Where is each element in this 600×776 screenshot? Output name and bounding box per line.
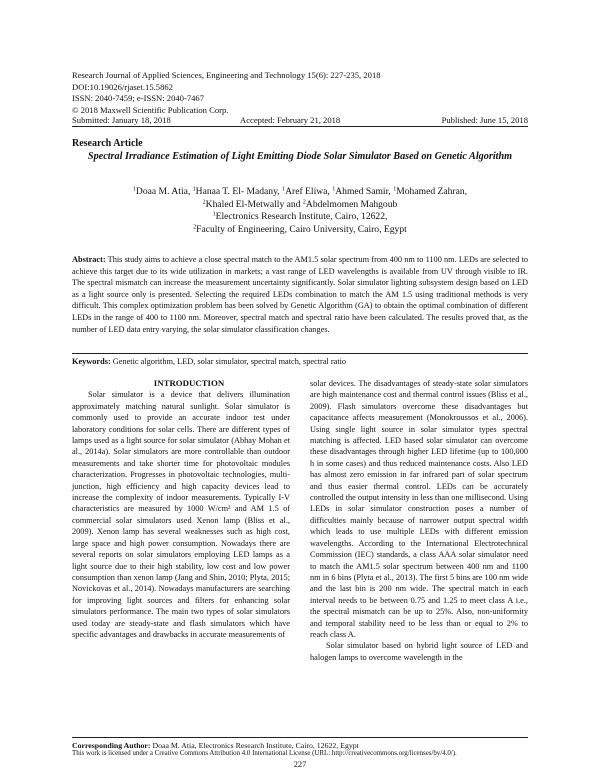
keywords: [72, 353, 528, 367]
journal-issn: ISSN: 2040-7459; e-ISSN: 2040-7467: [72, 93, 205, 104]
corresponding-label: Corresponding Author:: [72, 741, 151, 750]
published-date: Published: June 15, 2018: [441, 115, 528, 125]
author-line-2: [72, 199, 528, 212]
author-affil-sup: 1: [393, 186, 397, 193]
author-name: Hanaa T. El- Madany,: [195, 186, 283, 197]
body-paragraph: Solar simulator based on hybrid light source of LED and halogen lamps to overcome wavelength in the: [310, 641, 528, 662]
page-number: 227: [293, 760, 307, 769]
journal-copyright: © 2018 Maxwell Scientific Publication Corp.: [72, 104, 229, 115]
license-notice: This work is licensed under a Creative Commons Attribution 4.0 International License (URL: http://creativecommons.org/licenses/by/4.0/).: [72, 750, 457, 757]
journal-citation: Research Journal of Applied Sciences, Engineering and Technology 15(6): 227-235, 2018: [72, 70, 381, 80]
author-affil-sup: 1: [192, 186, 196, 193]
article-type: Research Article: [72, 138, 143, 149]
author-name: Doaa M. Atia,: [135, 186, 193, 197]
affiliation-text: Faculty of Engineering, Cairo University, Cairo, Egypt: [196, 223, 407, 235]
affiliation-sup: 2: [193, 224, 197, 231]
affiliation-sup: 1: [212, 211, 216, 218]
author-name: Abdelmomen Mahgoub: [305, 198, 398, 210]
right-column: [310, 378, 528, 663]
author-name: Ahmed Samir,: [335, 186, 394, 197]
author-affil-sup: 2: [202, 199, 206, 206]
abstract-text: This study aims to achieve a close spectral match to the AM1.5 solar spectrum from 400 nm to 1100 nm. LEDs are selected to achieve this target due to its wide utilization in markets; a vast range of LED wavelengths is available from UV through visible to IR. The spectral mismatch can increase the measurement uncertainty significantly. Solar simulator lighting subsystem design based on LED as a light source only is presented. Selecting the required LEDs combination to match the AM 1.5 using traditional methods is very difficult. This complex optimization problem has been solved by Genetic Algorithm (GA) to obtain the optimal combination of different LEDs in the range of 400 to 1100 nm. Moreover, spectral match and spectral ratio have been calculated. The results proved that, as the number of LED data entry varying, the solar simulator classification changes.: [72, 255, 528, 334]
section-heading-introduction: INTRODUCTION: [153, 378, 225, 388]
affiliation-text: Electronics Research Institute, Cairo, 12622,: [215, 211, 388, 223]
author-affil-sup: 2: [302, 199, 306, 206]
author-line-1: [72, 186, 528, 199]
publication-dates: [72, 115, 528, 127]
body-paragraph: solar devices. The disadvantages of steady-state solar simulators are high maintenance cost and thermal control issues (Bliss et al., 2009). Flash simulators overcome these disadvantages but capacitance affects measurement (Monokroussos et al., 2006). Using single light source in solar simulator types spectral matching is affected. LED based solar simulator can overcome these disadvantages through higher LED lifetime (up to 100,000 h in some cases) and thus reduced maintenance costs. Also LED has almost zero emission in far infrared part of solar spectrum and thus easier thermal control. LEDs can be accurately controlled the output intensity in less than one millisecond. Using LEDs in solar simulator construction poses a number of difficulties mainly because of narrower output spectral width which leads to use multiple LEDs with different emission wavelengths. According to the International Electrotechnical Commission (IEC) standards, a class AAA solar simulator need to match the AM1.5 solar spectrum between 400 nm and 1100 nm in 6 bins (Plyta et al., 2013). The first 5 bins are 100 nm wide and the last bin is 200 nm wide. The spectral match in each interval needs to be between 0.75 and 1.25 to meet class A i.e., the spectral mismatch can be up to 25%. Also, non-uniformity and temporal stability need to be less than or equal to 2% to reach class A.: [310, 379, 528, 639]
footer-divider: [72, 737, 528, 738]
keywords-label: Keywords:: [72, 357, 111, 366]
author-affil-sup: 1: [332, 186, 336, 193]
paper-title: Spectral Irradiance Estimation of Light Emitting Diode Solar Simulator Based on Genetic Algorithm: [87, 151, 513, 162]
journal-header: [72, 70, 532, 116]
author-affil-sup: 1: [132, 186, 136, 193]
abstract: [72, 254, 528, 335]
author-affil-sup: 1: [282, 186, 286, 193]
journal-doi: DOI:10.19026/rjaset.15.5862: [72, 81, 173, 92]
affiliation-2: [72, 224, 528, 237]
corresponding-author: [72, 741, 528, 750]
submitted-date: Submitted: January 18, 2018: [72, 115, 171, 125]
author-name: Mohamed Zahran,: [396, 186, 468, 197]
keywords-text: Genetic algorithm, LED, solar simulator, spectral match, spectral ratio: [110, 357, 347, 366]
accepted-date: Accepted: February 21, 2018: [240, 115, 341, 125]
abstract-label: Abstract:: [72, 255, 106, 264]
author-block: [72, 186, 528, 236]
affiliation-1: [72, 211, 528, 224]
author-name: Khaled El-Metwally and: [205, 198, 303, 210]
author-name: Aref Eliwa,: [285, 186, 333, 197]
corresponding-text: Doaa M. Atia, Electronics Research Institute, Cairo, 12622, Egypt: [150, 741, 359, 750]
left-column: [72, 378, 290, 640]
body-paragraph: Solar simulator is a device that delivers illumination approximately matching natural sunlight. Solar simulator is commonly used to provide an accurate indoor test under laboratory conditions for solar cells. There are different types of lamps used as a light source for solar simulator (Abhay Mohan et al., 2014a). Solar simulators are more controllable than outdoor measurements and take shorter time for photovoltaic modules characterization. Progresses in photovoltaic technologies, multi-junction, high efficiency and high capacity devices lead to increase the complexity of indoor measurements. Typically I-V characteristics are measured by 1000 W/cm² and AM 1.5 of commercial solar simulators used Xenon lamp (Bliss et al., 2009). Xenon lamp has several weaknesses such as high cost, large space and high power consumption. Nowadays there are several reports on solar simulators employing LED lamps as a light source due to their high stability, low cost and low power consumption than xenon lamp (Jang and Shin, 2010; Plyta, 2015; Novickovas et al., 2014). Nowadays manufacturers are searching for improving light sources and filters for enhancing solar simulators performance. The main two types of solar simulators used today are steady-state and flash simulators which have specific advantages and drawbacks in accurate measurements of: [72, 390, 290, 639]
